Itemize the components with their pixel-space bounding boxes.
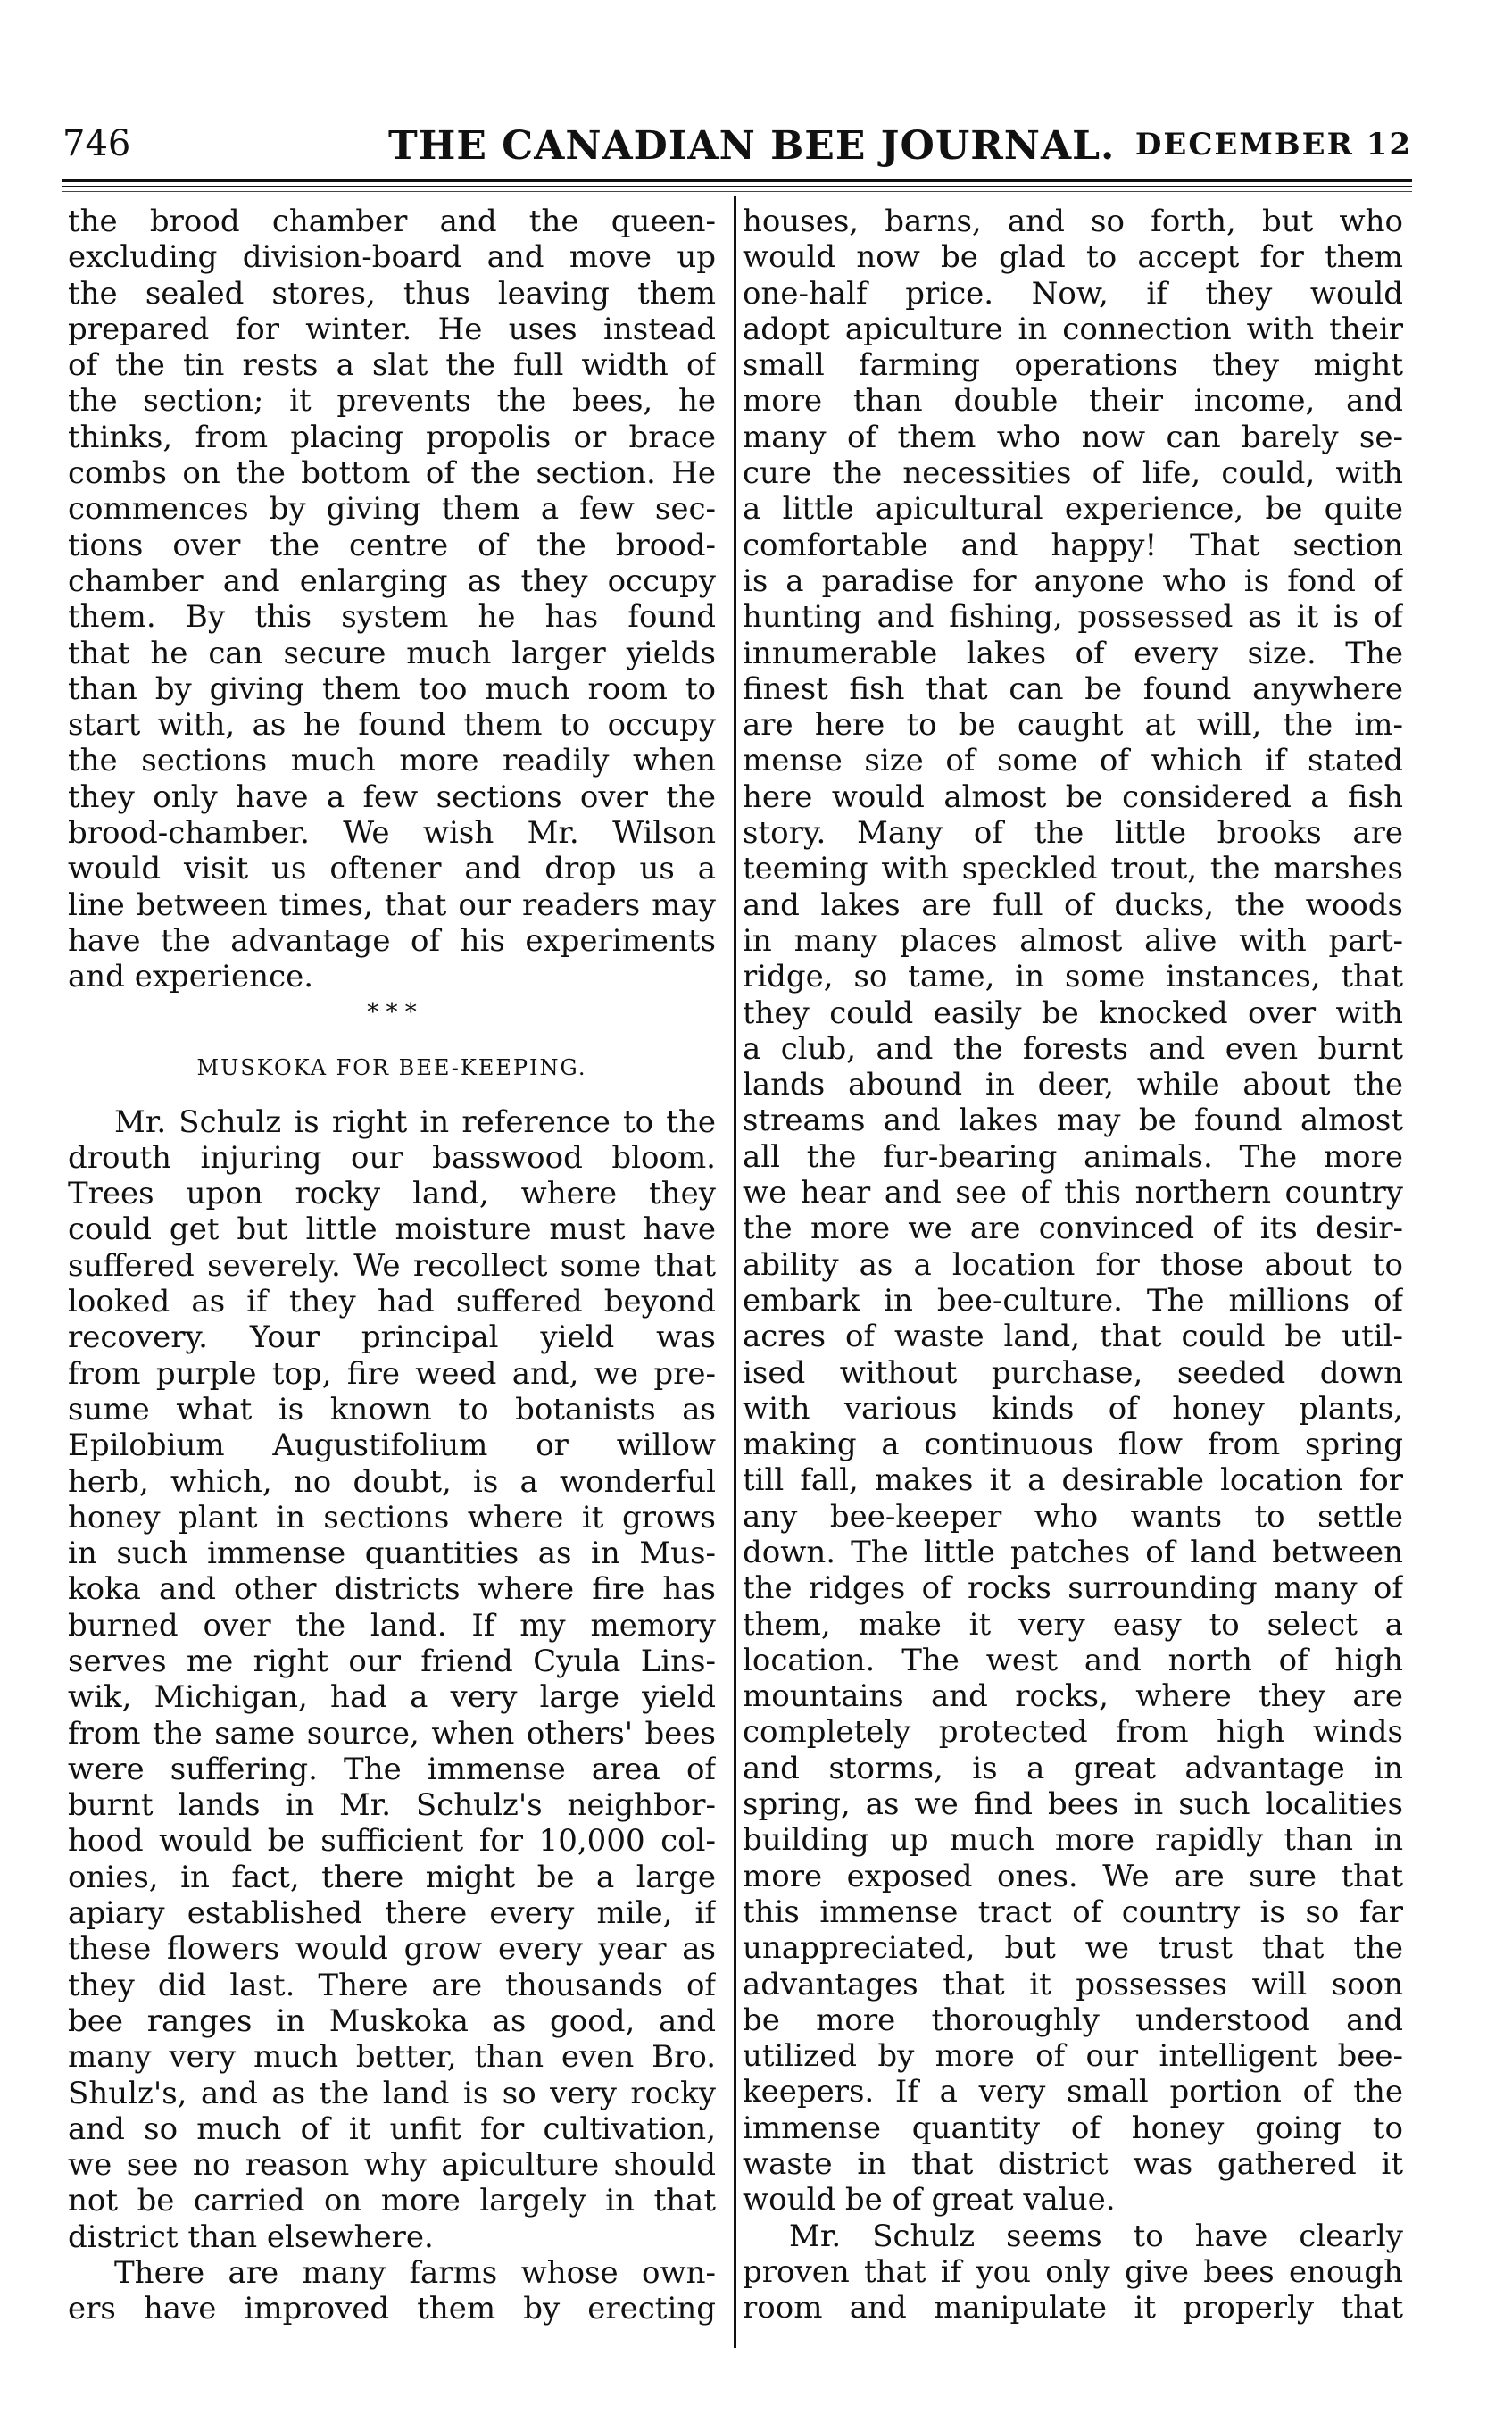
text-line: the section; it prevents the bees, he: [68, 383, 716, 420]
text-line: hood would be sufficient for 10,000 col-: [68, 1823, 716, 1860]
section-heading: MUSKOKA FOR BEE-KEEPING.: [196, 1054, 587, 1080]
section-break-text: * * *: [367, 998, 417, 1026]
text-line: commences by giving them a few sec-: [68, 491, 716, 528]
text-line: they could easily be knocked over with: [743, 995, 1403, 1031]
text-line: the brood chamber and the queen-: [68, 204, 716, 239]
text-line: serves me right our friend Cyula Lins-: [68, 1643, 716, 1679]
text-line: not be carried on more largely in that: [68, 2183, 716, 2219]
text-line: suffered severely. We recollect some that: [68, 1247, 716, 1284]
text-line: in such immense quantities as in Mus-: [68, 1536, 716, 1572]
text-line: finest fish that can be found anywhere: [743, 670, 1403, 707]
section-break: [68, 998, 716, 1045]
paragraph-schulz: [743, 2218, 1403, 2327]
text-line: would be of great value.: [743, 2182, 1116, 2218]
text-line: building up much more rapidly than in: [743, 1822, 1403, 1859]
issue-date: DECEMBER 12: [1134, 127, 1412, 162]
page-number: 746: [62, 123, 131, 164]
text-line: streams and lakes may be found almost: [743, 1103, 1403, 1139]
text-line: thinks, from placing propolis or brace: [68, 419, 716, 455]
text-line: keepers. If a very small portion of the: [743, 2074, 1403, 2110]
text-line: could get but little moisture must have: [68, 1211, 716, 1248]
text-line: many of them who now can barely se-: [743, 419, 1403, 455]
text-line: all the fur-bearing animals. The more: [743, 1138, 1403, 1175]
text-line: they did last. There are thousands of: [68, 1967, 716, 2003]
text-line: honey plant in sections where it grows: [68, 1499, 716, 1536]
text-line: tions over the centre of the brood-: [68, 527, 716, 563]
text-line: the sections much more readily when: [68, 743, 716, 779]
text-line: down. The little patches of land between: [743, 1534, 1403, 1570]
text-line: and experience.: [68, 959, 314, 995]
text-line: cure the necessities of life, could, with: [743, 455, 1403, 492]
text-line: acres of waste land, that could be util-: [743, 1319, 1403, 1355]
text-line: with various kinds of honey plants,: [743, 1390, 1403, 1427]
text-line: burned over the land. If my memory: [68, 1607, 716, 1644]
text-line: room and manipulate it properly that: [743, 2290, 1403, 2327]
text-line: sume what is known to botanists as: [68, 1391, 716, 1428]
header-rule-under: [62, 191, 1412, 192]
paragraph-farms: [68, 2255, 716, 2327]
text-line: that he can secure much larger yields: [68, 635, 716, 671]
text-line: here would almost be considered a fish: [743, 778, 1403, 815]
text-line: small farming operations they might: [743, 347, 1403, 384]
text-line: Trees upon rocky land, where they: [68, 1176, 716, 1212]
text-line: ability as a location for those about to: [743, 1246, 1403, 1283]
text-line: line between times, that our readers may: [68, 887, 716, 923]
header-rule-thin: [62, 186, 1412, 187]
text-line: recovery. Your principal yield was: [68, 1319, 716, 1356]
text-line: them, make it very easy to select a: [743, 1606, 1403, 1643]
text-line: making a continuous flow from spring: [743, 1427, 1403, 1463]
paragraph-farms-continued: [743, 204, 1403, 2218]
text-line: koka and other districts where fire has: [68, 1571, 716, 1608]
text-line: combs on the bottom of the section. He: [68, 455, 716, 492]
text-line: we see no reason why apiculture should: [68, 2147, 716, 2184]
text-line: have the advantage of his experiments: [68, 922, 716, 959]
text-line: There are many farms whose own-: [114, 2255, 716, 2292]
text-line: were suffering. The immense area of: [68, 1751, 716, 1787]
text-line: one-half price. Now, if they would: [743, 275, 1403, 312]
text-line: unappreciated, but we trust that the: [743, 1930, 1403, 1967]
text-line: would visit us oftener and drop us a: [68, 851, 716, 887]
text-line: and so much of it unfit for cultivation,: [68, 2110, 716, 2147]
text-line: mountains and rocks, where they are: [743, 1678, 1403, 1715]
page-header: [62, 123, 1412, 177]
text-line: completely protected from high winds: [743, 1714, 1403, 1751]
text-line: waste in that district was gathered it: [743, 2146, 1403, 2183]
text-line: location. The west and north of high: [743, 1642, 1403, 1678]
text-line: utilized by more of our intelligent bee-: [743, 2038, 1403, 2075]
text-line: they only have a few sections over the: [68, 778, 716, 815]
text-line: this immense tract of country is so far: [743, 1894, 1403, 1930]
text-line: the more we are convinced of its desir-: [743, 1211, 1403, 1247]
text-line: story. Many of the little brooks are: [743, 815, 1403, 852]
text-line: Shulz's, and as the land is so very rocky: [68, 2075, 716, 2111]
paragraph-wilson: [68, 204, 716, 995]
text-line: bee ranges in Muskoka as good, and: [68, 2002, 716, 2039]
text-line: herb, which, no doubt, is a wonderful: [68, 1463, 716, 1500]
text-line: prepared for winter. He uses instead: [68, 311, 716, 347]
text-line: burnt lands in Mr. Schulz's neighbor-: [68, 1787, 716, 1824]
text-line: ers have improved them by erecting: [68, 2291, 716, 2327]
text-line: them. By this system he has found: [68, 599, 716, 636]
text-line: we hear and see of this northern country: [743, 1175, 1403, 1211]
text-line: wik, Michigan, had a very large yield: [68, 1679, 716, 1716]
text-line: looked as if they had suffered beyond: [68, 1284, 716, 1320]
text-line: Mr. Schulz seems to have clearly: [789, 2218, 1403, 2254]
text-line: embark in bee-culture. The millions of: [743, 1282, 1403, 1319]
text-line: more than double their income, and: [743, 383, 1403, 420]
text-line: are here to be caught at will, the im-: [743, 707, 1403, 744]
text-line: brood-chamber. We wish Mr. Wilson: [68, 815, 716, 852]
text-line: would now be glad to accept for them: [743, 239, 1403, 276]
text-line: innumerable lakes of every size. The: [743, 635, 1403, 671]
text-line: any bee-keeper who wants to settle: [743, 1498, 1403, 1535]
text-line: teeming with speckled trout, the marshes: [743, 851, 1403, 887]
text-line: and lakes are full of ducks, the woods: [743, 887, 1403, 923]
text-line: adopt apiculture in connection with their: [743, 311, 1403, 347]
text-line: hunting and fishing, possessed as it is of: [743, 599, 1403, 636]
text-line: many very much better, than even Bro.: [68, 2039, 716, 2076]
text-line: these flowers would grow every year as: [68, 1931, 716, 1968]
text-line: and storms, is a great advantage in: [743, 1750, 1403, 1786]
right-column: [743, 204, 1403, 2327]
column-divider: [734, 196, 736, 2348]
text-line: district than elsewhere.: [68, 2218, 434, 2255]
text-line: spring, as we find bees in such localities: [743, 1786, 1403, 1823]
text-line: onies, in fact, there might be a large: [68, 1859, 716, 1895]
text-line: from purple top, fire weed and, we pre-: [68, 1355, 716, 1392]
text-line: ridge, so tame, in some instances, that: [743, 959, 1403, 995]
paragraph-muskoka: [68, 1104, 716, 2256]
text-line: than by giving them too much room to: [68, 670, 716, 707]
text-line: houses, barns, and so forth, but who: [743, 204, 1403, 239]
text-line: apiary established there every mile, if: [68, 1895, 716, 1932]
header-rule-thick: [62, 179, 1412, 182]
text-line: Epilobium Augustifolium or willow: [68, 1428, 716, 1464]
text-line: is a paradise for anyone who is fond of: [743, 562, 1403, 599]
text-line: start with, as he found them to occupy: [68, 707, 716, 744]
text-line: the sealed stores, thus leaving them: [68, 275, 716, 312]
text-line: excluding division-board and move up: [68, 239, 716, 276]
journal-title: THE CANADIAN BEE JOURNAL.: [388, 123, 1116, 169]
text-line: a little apicultural experience, be quite: [743, 491, 1403, 528]
text-line: till fall, makes it a desirable location for: [743, 1462, 1403, 1499]
text-line: Mr. Schulz is right in reference to the: [114, 1103, 716, 1140]
text-line: more exposed ones. We are sure that: [743, 1858, 1403, 1894]
left-column: [68, 204, 716, 2327]
text-line: immense quantity of honey going to: [743, 2110, 1403, 2146]
text-line: from the same source, when others' bees: [68, 1715, 716, 1752]
text-line: in many places almost alive with part-: [743, 922, 1403, 959]
text-line: of the tin rests a slat the full width of: [68, 347, 716, 384]
text-line: the ridges of rocks surrounding many of: [743, 1570, 1403, 1607]
text-line: be more thoroughly understood and: [743, 2002, 1403, 2038]
text-line: lands abound in deer, while about the: [743, 1067, 1403, 1103]
text-line: a club, and the forests and even burnt: [743, 1030, 1403, 1067]
text-line: proven that if you only give bees enough: [743, 2253, 1403, 2290]
text-line: ised without purchase, seeded down: [743, 1354, 1403, 1391]
text-line: advantages that it possesses will soon: [743, 1966, 1403, 2002]
text-line: mense size of some of which if stated: [743, 743, 1403, 779]
text-line: chamber and enlarging as they occupy: [68, 562, 716, 599]
text-line: drouth injuring our basswood bloom.: [68, 1139, 716, 1176]
text-line: comfortable and happy! That section: [743, 527, 1403, 563]
